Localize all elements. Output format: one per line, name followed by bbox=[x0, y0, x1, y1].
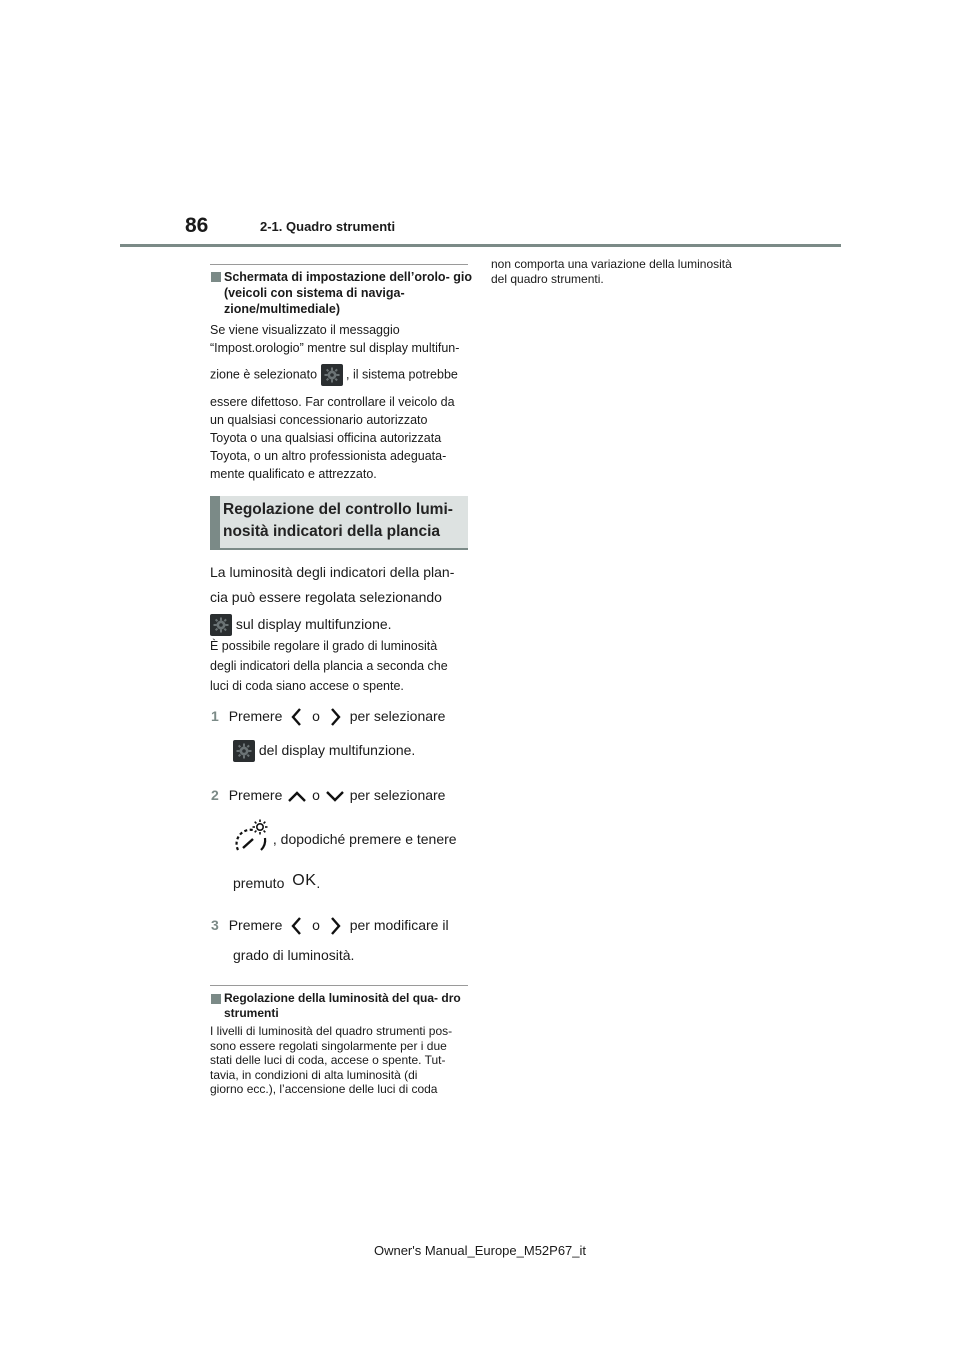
clock-para-line: Toyota o una qualsiasi officina autorizzata bbox=[210, 431, 442, 445]
clock-para-line: Toyota, o un altro professionista adeguata- bbox=[210, 449, 447, 463]
brightness-section-box bbox=[210, 496, 468, 550]
page-number: 86 bbox=[185, 214, 209, 237]
step-1: 1 Premere o per selezionare bbox=[211, 706, 473, 728]
footer-manual-id: Owner's Manual_Europe_M52P67_it bbox=[373, 1243, 587, 1258]
chevron-left-icon bbox=[286, 915, 308, 937]
square-bullet-icon bbox=[211, 272, 221, 282]
note-line: degli indicatori della plancia a seconda che bbox=[210, 659, 448, 673]
note-line: luci di coda siano accese o spente. bbox=[210, 679, 404, 693]
brightness-gauge-icon bbox=[233, 818, 269, 854]
chevron-down-icon bbox=[324, 788, 346, 804]
intro-line: cia può essere regolata selezionando bbox=[210, 589, 442, 605]
square-bullet-icon bbox=[211, 994, 221, 1004]
meter-section-continuation bbox=[491, 257, 771, 286]
step-number: 1 bbox=[211, 708, 219, 724]
ok-button-icon: OK bbox=[292, 872, 317, 889]
clock-para-line: un qualsiasi concessionario autorizzato bbox=[210, 413, 428, 427]
meter-cont-line: non comporta una variazione della luminosità bbox=[491, 257, 732, 271]
meter-para-line: I livelli di luminosità del quadro strumenti pos- bbox=[210, 1024, 453, 1038]
meter-para-line: stati delle luci di coda, accese o spente. Tut- bbox=[210, 1053, 446, 1067]
brightness-intro bbox=[210, 561, 472, 636]
brightness-note bbox=[210, 636, 472, 696]
brightness-section-title: Regolazione del controllo lumi- nosità indicatori della plancia bbox=[223, 501, 453, 540]
clock-section-heading bbox=[211, 269, 474, 317]
section-box-bar bbox=[210, 496, 220, 550]
clock-para-line: essere difettoso. Far controllare il veicolo da bbox=[210, 395, 455, 409]
meter-heading-text: Regolazione della luminosità del qua- dro strumenti bbox=[224, 991, 461, 1020]
section-label: 2-1. Quadro strumenti bbox=[260, 219, 396, 234]
meter-cont-line: del quadro strumenti. bbox=[491, 271, 604, 286]
clock-para-line: “Impost.orologio” mentre sul display multifun- bbox=[210, 341, 460, 355]
step-1-line2: del display multifunzione. bbox=[233, 740, 473, 762]
step-number: 2 bbox=[211, 787, 219, 803]
clock-heading-text: Schermata di impostazione dell’orolo- gio (veicoli con sistema di naviga- zione/multimediale) bbox=[224, 270, 472, 316]
chevron-up-icon bbox=[286, 788, 308, 804]
step-2: 2 Premere o per selezionare bbox=[211, 787, 446, 803]
clock-para-line-with-icon: zione è selezionato , il sistema potrebbe bbox=[210, 364, 472, 386]
gear-icon bbox=[321, 364, 343, 386]
gear-icon bbox=[210, 614, 232, 636]
clock-para-line: mente qualificato e attrezzato. bbox=[210, 467, 377, 481]
meter-para-line: tavia, in condizioni di alta luminosità (di bbox=[210, 1067, 418, 1082]
step-2-line2: , dopodiché premere e tenere bbox=[233, 818, 473, 854]
header-rule bbox=[120, 244, 841, 247]
intro-line-with-icon: sul display multifunzione. bbox=[210, 614, 472, 636]
meter-section-heading bbox=[211, 991, 474, 1021]
meter-para-line: giorno ecc.), l’accensione delle luci di coda bbox=[210, 1082, 438, 1096]
chevron-right-icon bbox=[324, 915, 346, 937]
meter-para-line: sono essere regolati singolarmente per i due bbox=[210, 1038, 447, 1053]
gear-icon bbox=[233, 740, 255, 762]
meter-section-rule bbox=[210, 985, 468, 986]
clock-para-line: Se viene visualizzato il messaggio bbox=[210, 323, 400, 337]
clock-section-paragraph bbox=[210, 321, 472, 483]
chevron-left-icon bbox=[286, 706, 308, 728]
intro-line: La luminosità degli indicatori della plan- bbox=[210, 564, 455, 580]
clock-section-rule bbox=[210, 264, 468, 265]
chevron-right-icon bbox=[324, 706, 346, 728]
step-2-line3: premuto OK. bbox=[233, 872, 321, 891]
note-line: È possibile regolare il grado di luminosità bbox=[210, 639, 438, 653]
step-number: 3 bbox=[211, 917, 219, 933]
step-3-line2: grado di luminosità. bbox=[233, 947, 355, 963]
meter-section-paragraph bbox=[210, 1024, 472, 1097]
step-3: 3 Premere o per modificare il bbox=[211, 915, 473, 937]
